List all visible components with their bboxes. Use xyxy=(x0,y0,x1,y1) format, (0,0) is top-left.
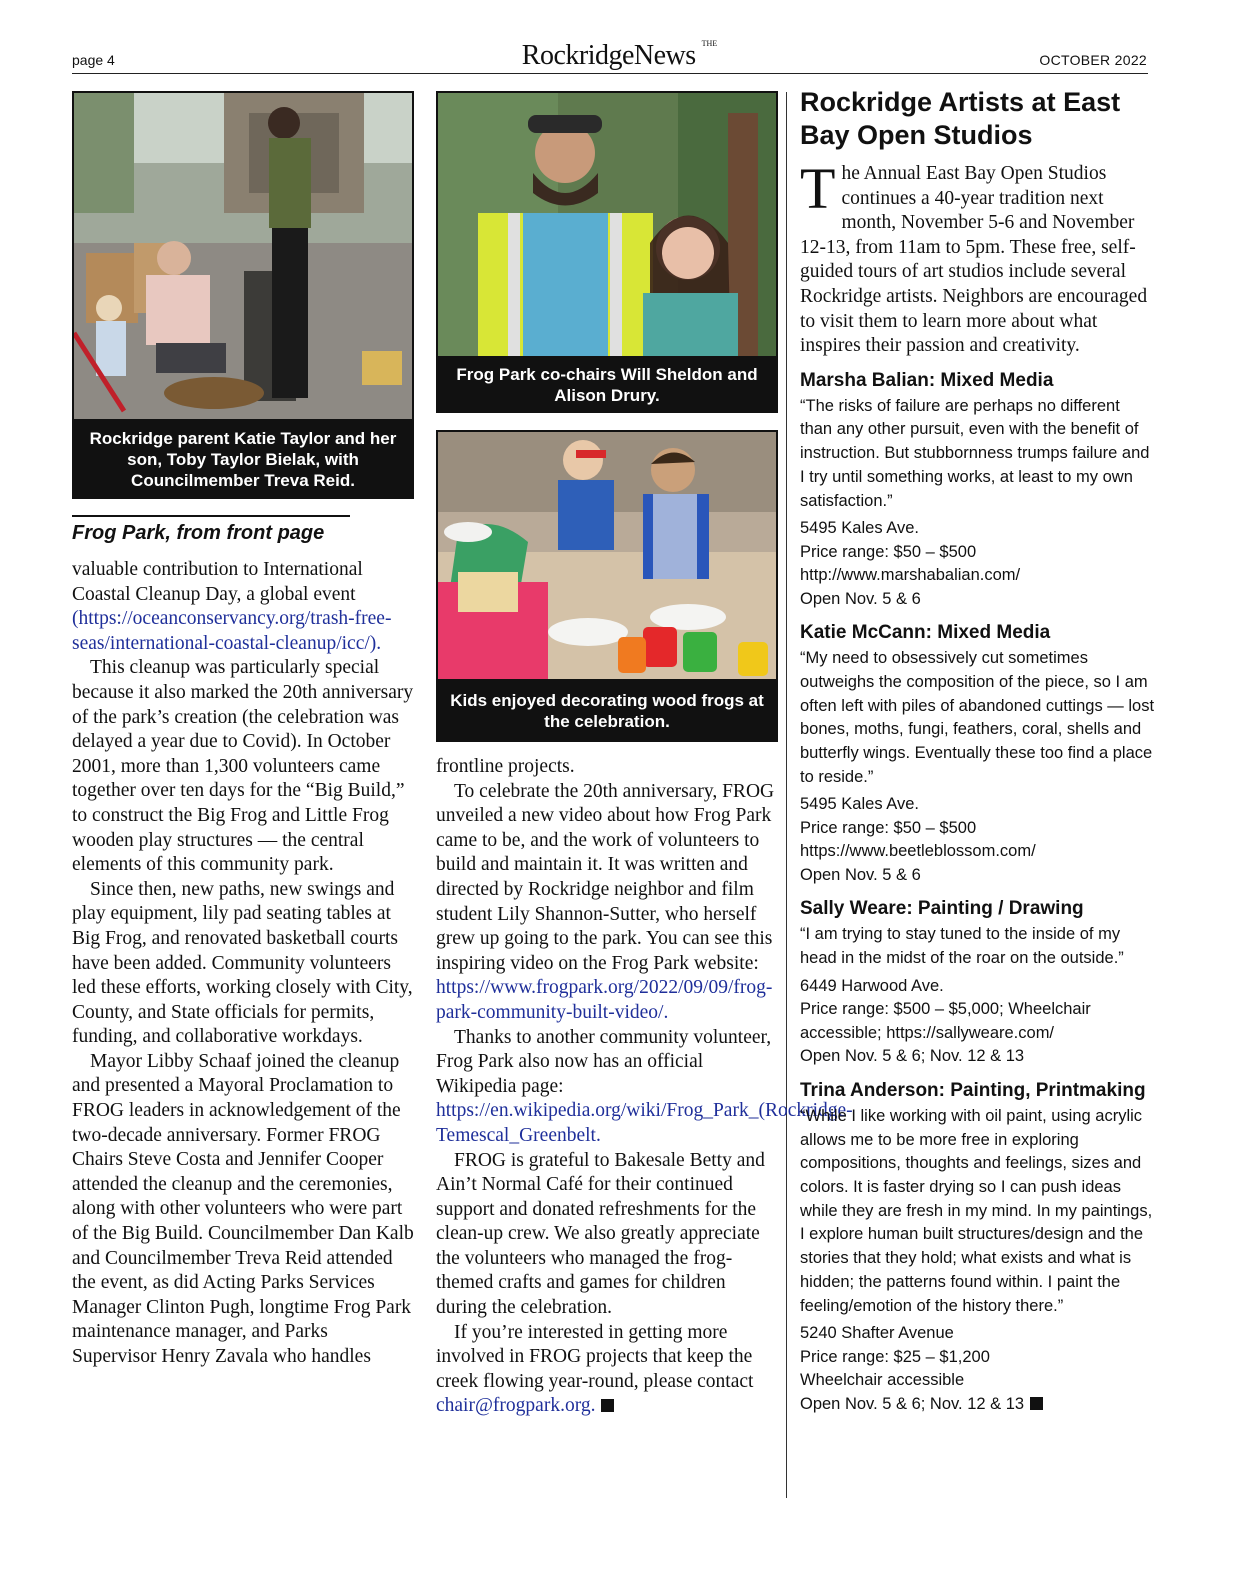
email-link[interactable]: chair@frogpark.org. xyxy=(436,1395,596,1417)
artist-entry xyxy=(800,621,1155,887)
intro-text: he Annual East Bay Open Studios continues a 40-year tradition next month, November 5-6 and November 12-13, from 11am to 5pm. These free, self-guided tours of art studios include several Rockridge artists. Neighbors are encouraged to visit them to learn more about what inspires their passion and creativity. xyxy=(800,163,1148,357)
column-divider xyxy=(786,92,787,1498)
page-number: page 4 xyxy=(72,52,115,68)
artist-quote: “The risks of failure are perhaps no different than any other pursuit, even with the benefit of instruction. But stubbornness trumps failure and I try until something works, at least to my own satisfaction.” xyxy=(800,396,1150,510)
artist-entry xyxy=(800,369,1155,612)
header-rule xyxy=(72,73,1148,74)
continued-label: Frog Park, from front page xyxy=(72,522,325,544)
artist-name: Sally Weare: Painting / Drawing xyxy=(800,898,1084,920)
sidebar-open-studios xyxy=(800,86,1155,1416)
artist-accessibility: Wheelchair accessible xyxy=(800,1371,965,1390)
caption-cochairs: Frog Park co-chairs Will Sheldon and Alison Drury. xyxy=(436,357,778,413)
artist-open-dates: Open Nov. 5 & 6; Nov. 12 & 13 xyxy=(800,1047,1025,1066)
ocean-conservancy-link[interactable]: (https://oceanconservancy.org/trash-free-seas/international-coastal-cleanup/icc/). xyxy=(72,608,392,654)
open-dates-text: Open Nov. 5 & 6; Nov. 12 & 13 xyxy=(800,1394,1025,1413)
artist-address: 6449 Harwood Ave. xyxy=(800,976,944,995)
artist-price: Price range: $50 – $500 xyxy=(800,542,977,561)
photo-kids xyxy=(436,430,778,681)
article-paragraph xyxy=(72,558,417,656)
drop-cap: T xyxy=(800,156,836,221)
artist-entry xyxy=(800,1079,1155,1416)
continued-rule xyxy=(72,515,350,517)
caption-kids: Kids enjoyed decorating wood frogs at the celebration. xyxy=(436,680,778,742)
artist-open-dates: Open Nov. 5 & 6 xyxy=(800,589,921,608)
issue-date: OCTOBER 2022 xyxy=(1039,52,1147,68)
artist-url[interactable]: https://www.beetleblossom.com/ xyxy=(800,842,1036,861)
artist-name: Katie McCann: Mixed Media xyxy=(800,622,1051,644)
artist-name: Marsha Balian: Mixed Media xyxy=(800,369,1054,391)
article-text: If you’re interested in getting more involved in FROG projects that keep the creek flowing year-round, please contact xyxy=(436,1321,754,1392)
article-column-1 xyxy=(72,558,417,1370)
masthead-the: THE xyxy=(701,39,718,48)
artist-price: Price range: $500 – $5,000; Wheelchair accessible; https://sallyweare.com/ xyxy=(800,1000,1091,1042)
article-column-2 xyxy=(436,755,853,1419)
sidebar-intro xyxy=(800,156,1155,359)
artist-price: Price range: $25 – $1,200 xyxy=(800,1347,990,1366)
artist-open-dates: Open Nov. 5 & 6 xyxy=(800,865,921,884)
caption-cleanup: Rockridge parent Katie Taylor and her son, Toby Taylor Bielak, with Councilmember Treva Reid. xyxy=(72,420,414,499)
artist-quote: “I am trying to stay tuned to the inside of my head in the midst of the roar on the outside.” xyxy=(800,925,1124,968)
article-paragraph: Mayor Libby Schaaf joined the cleanup and presented a Mayoral Proclamation to FROG leaders in acknowledgement of the two-decade anniversary. Former FROG Chairs Steve Costa and Jennifer Cooper attended the cleanup and the ceremonies, along with other volunteers who were part of the Big Build. Councilmember Dan Kalb and Councilmember Treva Reid attended the event, as did Acting Parks Services Manager Clinton Pugh, longtime Frog Park maintenance manager, and Parks Supervisor Henry Zavala who handles xyxy=(72,1050,414,1367)
article-text: To celebrate the 20th anniversary, FROG unveiled a new video about how Frog Park came to be, and the work of volunteers to build and maintain it. It was written and directed by Rockridge neighbor and film student Lily Shannon-Sutter, who herself grew up going to the park. You can see this inspiring video on the Frog Park website: xyxy=(436,780,775,974)
artist-url[interactable]: http://www.marshabalian.com/ xyxy=(800,566,1021,585)
end-mark-icon xyxy=(601,1399,614,1412)
article-paragraph xyxy=(436,1321,781,1419)
frogpark-video-link[interactable]: https://www.frogpark.org/2022/09/09/frog-park-community-built-video/. xyxy=(436,977,773,1023)
artist-name: Trina Anderson: Painting, Printmaking xyxy=(800,1079,1146,1101)
article-paragraph: This cleanup was particularly special because it also marked the 20th anniversary of the park’s creation (the celebration was delayed a year due to Covid). In October 2001, more than 1,300 volunteers came together over ten days for the “Big Build,” to construct the Big Frog and Little Frog wooden play structures — the central elements of this community park. xyxy=(72,657,414,876)
artist-address: 5240 Shafter Avenue xyxy=(800,1324,954,1343)
photo-cleanup xyxy=(72,91,414,421)
artist-quote: “My need to obsessively cut sometimes outweighs the composition of the piece, so I am often left with piles of abandoned cuttings — lost bones, moths, fungi, feathers, coral, shells and butterfly wings. Eventually these too find a place to reside.” xyxy=(800,649,1155,786)
artist-open-dates xyxy=(800,1393,1155,1417)
article-text: valuable contribution to International Coastal Cleanup Day, a global event xyxy=(72,559,363,605)
end-mark-icon xyxy=(1030,1397,1043,1410)
article-paragraph: FROG is grateful to Bakesale Betty and Ain’t Normal Café for their continued support and donated refreshments for the clean-up crew. We also greatly appreciate the volunteers who managed the frog-themed crafts and games for children during the celebration. xyxy=(436,1149,765,1319)
article-paragraph: frontline projects. xyxy=(436,756,575,777)
artist-address: 5495 Kales Ave. xyxy=(800,795,919,814)
masthead-title: RockridgeNews xyxy=(521,40,696,71)
artist-price: Price range: $50 – $500 xyxy=(800,818,977,837)
sidebar-headline: Rockridge Artists at East Bay Open Studios xyxy=(800,87,1121,150)
article-paragraph xyxy=(436,1026,853,1149)
wikipedia-link[interactable]: https://en.wikipedia.org/wiki/Frog_Park_(Rockridge-Temescal_Greenbelt. xyxy=(436,1100,853,1146)
artist-address: 5495 Kales Ave. xyxy=(800,519,919,538)
photo-cochairs xyxy=(436,91,778,358)
artist-quote: “While I like working with oil paint, using acrylic allows me to be more free in exploring compositions, thoughts and feelings, sizes and colors. It is faster drying so I can push ideas while they are fresh in my mind. In my paintings, I explore human built structures/design and the stories that they hold; what exists and what is hidden; the patterns found within. I paint the feeling/emotion of the history there.” xyxy=(800,1106,1153,1315)
article-paragraph xyxy=(436,780,781,1026)
article-paragraph: Since then, new paths, new swings and play equipment, lily pad seating tables at Big Frog, and renovated basketball courts have been added. Community volunteers led these efforts, working closely with City, County, and State officials for permits, funding, and collaborative workdays. xyxy=(72,878,413,1048)
article-text: Thanks to another community volunteer, Frog Park also now has an official Wikipedia page: xyxy=(436,1026,772,1097)
artist-entry xyxy=(800,897,1155,1068)
